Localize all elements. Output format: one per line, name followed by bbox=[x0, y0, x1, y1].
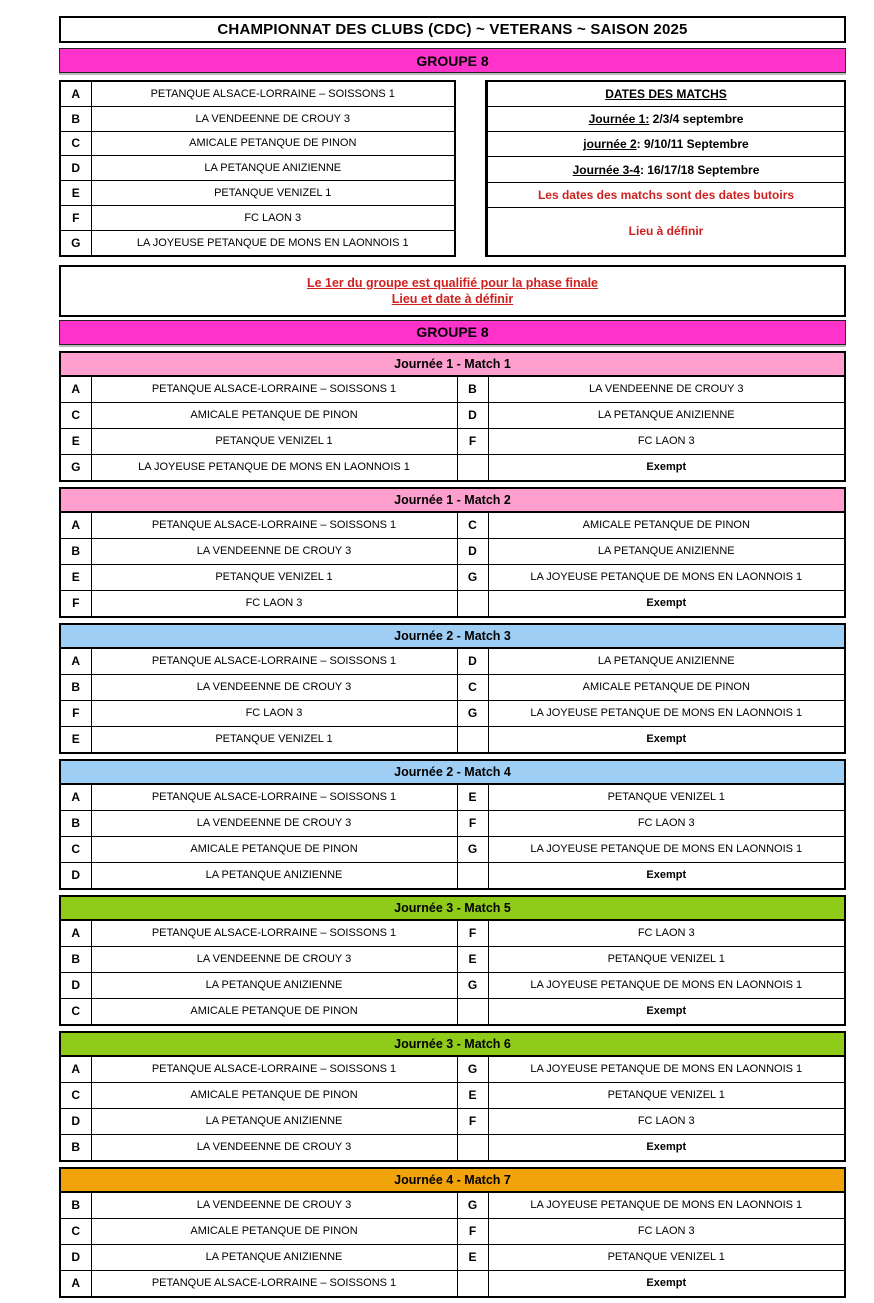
right-team: LA VENDEENNE DE CROUY 3 bbox=[488, 376, 845, 403]
right-letter: C bbox=[457, 512, 488, 539]
match-row bbox=[60, 1082, 845, 1108]
date-label: journée 2 bbox=[583, 137, 637, 152]
match-row bbox=[60, 1134, 845, 1161]
left-letter: B bbox=[60, 1192, 91, 1219]
match-table-7 bbox=[59, 1167, 846, 1298]
right-team: LA JOYEUSE PETANQUE DE MONS EN LAONNOIS 1 bbox=[488, 1192, 845, 1219]
deadline-note: Les dates des matchs sont des dates butoirs bbox=[487, 182, 846, 207]
left-team: AMICALE PETANQUE DE PINON bbox=[91, 836, 457, 862]
teams-table bbox=[59, 80, 456, 257]
right-team: PETANQUE VENIZEL 1 bbox=[488, 784, 845, 811]
left-team: PETANQUE ALSACE-LORRAINE – SOISSONS 1 bbox=[91, 648, 457, 675]
match-header: Journée 3 - Match 6 bbox=[60, 1032, 845, 1056]
match-row bbox=[60, 648, 845, 675]
right-team: LA JOYEUSE PETANQUE DE MONS EN LAONNOIS 1 bbox=[488, 836, 845, 862]
left-team: PETANQUE VENIZEL 1 bbox=[91, 564, 457, 590]
exempt-cell: Exempt bbox=[488, 862, 845, 889]
right-letter: E bbox=[457, 784, 488, 811]
left-letter: A bbox=[60, 1056, 91, 1083]
match-row bbox=[60, 512, 845, 539]
right-team: PETANQUE VENIZEL 1 bbox=[488, 1244, 845, 1270]
left-team: PETANQUE ALSACE-LORRAINE – SOISSONS 1 bbox=[91, 512, 457, 539]
team-letter: E bbox=[60, 181, 91, 206]
table-row bbox=[60, 488, 845, 512]
left-team: LA PETANQUE ANIZIENNE bbox=[91, 862, 457, 889]
right-letter: E bbox=[457, 1082, 488, 1108]
page-title: CHAMPIONNAT DES CLUBS (CDC) ~ VETERANS ~ SAISON 2025 bbox=[59, 16, 846, 43]
match-row bbox=[60, 784, 845, 811]
left-letter: B bbox=[60, 674, 91, 700]
right-letter bbox=[457, 862, 488, 889]
table-row bbox=[487, 182, 846, 207]
exempt-cell: Exempt bbox=[488, 726, 845, 753]
exempt-cell: Exempt bbox=[488, 590, 845, 617]
match-row bbox=[60, 590, 845, 617]
right-letter bbox=[457, 590, 488, 617]
left-team: LA VENDEENNE DE CROUY 3 bbox=[91, 1134, 457, 1161]
qualification-box bbox=[59, 265, 846, 317]
left-team: FC LAON 3 bbox=[91, 700, 457, 726]
left-letter: B bbox=[60, 946, 91, 972]
date-label: Journée 3-4 bbox=[572, 162, 640, 177]
right-team: FC LAON 3 bbox=[488, 1108, 845, 1134]
dates-header bbox=[487, 81, 846, 107]
right-letter: F bbox=[457, 1218, 488, 1244]
exempt-cell: Exempt bbox=[488, 998, 845, 1025]
match-table-4 bbox=[59, 759, 846, 890]
right-letter: F bbox=[457, 1108, 488, 1134]
left-team: LA VENDEENNE DE CROUY 3 bbox=[91, 810, 457, 836]
date-value: : 16/17/18 Septembre bbox=[639, 162, 760, 177]
right-letter: G bbox=[457, 564, 488, 590]
right-team: LA PETANQUE ANIZIENNE bbox=[488, 538, 845, 564]
left-letter: E bbox=[60, 564, 91, 590]
team-letter: F bbox=[60, 205, 91, 230]
match-row bbox=[60, 810, 845, 836]
right-letter: E bbox=[457, 946, 488, 972]
right-letter bbox=[457, 454, 488, 481]
right-letter bbox=[457, 1270, 488, 1297]
match-row bbox=[60, 1108, 845, 1134]
left-letter: D bbox=[60, 862, 91, 889]
qualification-line-1: Le 1er du groupe est qualifié pour la phase finale bbox=[306, 275, 599, 290]
right-letter: F bbox=[457, 920, 488, 947]
left-team: LA JOYEUSE PETANQUE DE MONS EN LAONNOIS 1 bbox=[91, 454, 457, 481]
match-row bbox=[60, 376, 845, 403]
left-letter: A bbox=[60, 1270, 91, 1297]
left-letter: C bbox=[60, 1218, 91, 1244]
left-letter: F bbox=[60, 700, 91, 726]
right-letter: G bbox=[457, 1056, 488, 1083]
left-letter: D bbox=[60, 1108, 91, 1134]
left-letter: A bbox=[60, 648, 91, 675]
left-team: LA VENDEENNE DE CROUY 3 bbox=[91, 1192, 457, 1219]
team-letter: G bbox=[60, 230, 91, 255]
match-row bbox=[60, 836, 845, 862]
right-letter bbox=[457, 998, 488, 1025]
left-letter: B bbox=[60, 1134, 91, 1161]
match-row bbox=[60, 1056, 845, 1083]
match-row bbox=[60, 862, 845, 889]
match-header: Journée 1 - Match 2 bbox=[60, 488, 845, 512]
match-table-3 bbox=[59, 623, 846, 754]
left-team: LA PETANQUE ANIZIENNE bbox=[91, 1244, 457, 1270]
match-row bbox=[60, 998, 845, 1025]
right-team: FC LAON 3 bbox=[488, 428, 845, 454]
right-letter bbox=[457, 726, 488, 753]
group-header-top: GROUPE 8 bbox=[59, 48, 846, 73]
dates-header-text: DATES DES MATCHS bbox=[605, 87, 727, 102]
right-letter: D bbox=[457, 402, 488, 428]
right-letter: G bbox=[457, 1192, 488, 1219]
right-letter: B bbox=[457, 376, 488, 403]
left-letter: B bbox=[60, 810, 91, 836]
match-header: Journée 2 - Match 3 bbox=[60, 624, 845, 648]
left-letter: D bbox=[60, 1244, 91, 1270]
left-team: PETANQUE ALSACE-LORRAINE – SOISSONS 1 bbox=[91, 1270, 457, 1297]
table-row bbox=[60, 181, 455, 206]
right-letter bbox=[457, 1134, 488, 1161]
right-team: LA JOYEUSE PETANQUE DE MONS EN LAONNOIS 1 bbox=[488, 972, 845, 998]
left-team: LA PETANQUE ANIZIENNE bbox=[91, 972, 457, 998]
right-team: LA JOYEUSE PETANQUE DE MONS EN LAONNOIS 1 bbox=[488, 1056, 845, 1083]
left-team: PETANQUE ALSACE-LORRAINE – SOISSONS 1 bbox=[91, 784, 457, 811]
left-team: LA VENDEENNE DE CROUY 3 bbox=[91, 946, 457, 972]
table-row bbox=[60, 760, 845, 784]
left-letter: D bbox=[60, 972, 91, 998]
venue-note: Lieu à définir bbox=[487, 207, 846, 255]
match-row bbox=[60, 1270, 845, 1297]
left-letter: C bbox=[60, 836, 91, 862]
left-letter: A bbox=[60, 784, 91, 811]
exempt-cell: Exempt bbox=[488, 454, 845, 481]
match-table-6 bbox=[59, 1031, 846, 1162]
match-table-1 bbox=[59, 351, 846, 482]
table-row bbox=[60, 624, 845, 648]
page-content bbox=[59, 16, 846, 1303]
left-team: LA PETANQUE ANIZIENNE bbox=[91, 1108, 457, 1134]
match-table-5 bbox=[59, 895, 846, 1026]
left-letter: C bbox=[60, 1082, 91, 1108]
right-letter: G bbox=[457, 836, 488, 862]
match-header: Journée 4 - Match 7 bbox=[60, 1168, 845, 1192]
left-team: FC LAON 3 bbox=[91, 590, 457, 617]
left-team: PETANQUE ALSACE-LORRAINE – SOISSONS 1 bbox=[91, 920, 457, 947]
date-row-1 bbox=[487, 107, 846, 132]
exempt-cell: Exempt bbox=[488, 1134, 845, 1161]
right-team: LA JOYEUSE PETANQUE DE MONS EN LAONNOIS 1 bbox=[488, 700, 845, 726]
left-letter: A bbox=[60, 920, 91, 947]
team-name: LA JOYEUSE PETANQUE DE MONS EN LAONNOIS 1 bbox=[91, 230, 455, 255]
exempt-cell: Exempt bbox=[488, 1270, 845, 1297]
team-name: FC LAON 3 bbox=[91, 205, 455, 230]
date-value: : 9/10/11 Septembre bbox=[636, 137, 749, 152]
match-row bbox=[60, 946, 845, 972]
table-row bbox=[60, 352, 845, 376]
left-letter: A bbox=[60, 376, 91, 403]
match-row bbox=[60, 538, 845, 564]
table-row bbox=[487, 157, 846, 182]
date-row-3 bbox=[487, 157, 846, 182]
right-team: AMICALE PETANQUE DE PINON bbox=[488, 674, 845, 700]
left-team: LA VENDEENNE DE CROUY 3 bbox=[91, 674, 457, 700]
right-letter: E bbox=[457, 1244, 488, 1270]
right-letter: D bbox=[457, 538, 488, 564]
right-team: PETANQUE VENIZEL 1 bbox=[488, 1082, 845, 1108]
dates-table bbox=[485, 80, 846, 257]
table-row bbox=[60, 156, 455, 181]
match-row bbox=[60, 564, 845, 590]
right-team: FC LAON 3 bbox=[488, 810, 845, 836]
right-letter: F bbox=[457, 810, 488, 836]
right-team: AMICALE PETANQUE DE PINON bbox=[488, 512, 845, 539]
table-row bbox=[487, 81, 846, 107]
left-team: LA VENDEENNE DE CROUY 3 bbox=[91, 538, 457, 564]
table-row bbox=[60, 81, 455, 106]
right-letter: G bbox=[457, 700, 488, 726]
team-name: LA VENDEENNE DE CROUY 3 bbox=[91, 106, 455, 131]
date-label: Journée 1: bbox=[588, 112, 650, 127]
left-letter: F bbox=[60, 590, 91, 617]
left-team: PETANQUE ALSACE-LORRAINE – SOISSONS 1 bbox=[91, 376, 457, 403]
left-letter: E bbox=[60, 726, 91, 753]
left-team: AMICALE PETANQUE DE PINON bbox=[91, 1082, 457, 1108]
team-letter: C bbox=[60, 131, 91, 156]
date-value: 2/3/4 septembre bbox=[649, 112, 744, 127]
right-team: FC LAON 3 bbox=[488, 1218, 845, 1244]
team-name: PETANQUE VENIZEL 1 bbox=[91, 181, 455, 206]
qualification-line-2: Lieu et date à définir bbox=[391, 291, 514, 306]
match-row bbox=[60, 1192, 845, 1219]
left-letter: B bbox=[60, 538, 91, 564]
table-row bbox=[60, 230, 455, 255]
left-team: AMICALE PETANQUE DE PINON bbox=[91, 998, 457, 1025]
team-name: LA PETANQUE ANIZIENNE bbox=[91, 156, 455, 181]
match-row bbox=[60, 454, 845, 481]
match-row bbox=[60, 674, 845, 700]
top-section bbox=[59, 80, 846, 257]
right-team: PETANQUE VENIZEL 1 bbox=[488, 946, 845, 972]
team-name: PETANQUE ALSACE-LORRAINE – SOISSONS 1 bbox=[91, 81, 455, 106]
match-row bbox=[60, 402, 845, 428]
team-letter: B bbox=[60, 106, 91, 131]
match-row bbox=[60, 972, 845, 998]
match-row bbox=[60, 726, 845, 753]
team-name: AMICALE PETANQUE DE PINON bbox=[91, 131, 455, 156]
match-row bbox=[60, 1244, 845, 1270]
match-header: Journée 3 - Match 5 bbox=[60, 896, 845, 920]
left-letter: A bbox=[60, 512, 91, 539]
right-team: LA PETANQUE ANIZIENNE bbox=[488, 402, 845, 428]
right-team: LA PETANQUE ANIZIENNE bbox=[488, 648, 845, 675]
team-letter: A bbox=[60, 81, 91, 106]
right-letter: D bbox=[457, 648, 488, 675]
match-row bbox=[60, 700, 845, 726]
left-letter: G bbox=[60, 454, 91, 481]
match-header: Journée 1 - Match 1 bbox=[60, 352, 845, 376]
table-row bbox=[60, 131, 455, 156]
left-team: PETANQUE VENIZEL 1 bbox=[91, 726, 457, 753]
left-team: PETANQUE ALSACE-LORRAINE – SOISSONS 1 bbox=[91, 1056, 457, 1083]
left-letter: C bbox=[60, 998, 91, 1025]
match-table-2 bbox=[59, 487, 846, 618]
match-header: Journée 2 - Match 4 bbox=[60, 760, 845, 784]
table-row bbox=[487, 207, 846, 255]
group-header-bottom: GROUPE 8 bbox=[59, 320, 846, 345]
right-team: FC LAON 3 bbox=[488, 920, 845, 947]
left-team: AMICALE PETANQUE DE PINON bbox=[91, 402, 457, 428]
right-letter: C bbox=[457, 674, 488, 700]
right-letter: G bbox=[457, 972, 488, 998]
table-row bbox=[60, 205, 455, 230]
match-row bbox=[60, 428, 845, 454]
team-letter: D bbox=[60, 156, 91, 181]
table-row bbox=[487, 107, 846, 132]
left-letter: C bbox=[60, 402, 91, 428]
table-row bbox=[60, 1032, 845, 1056]
left-team: PETANQUE VENIZEL 1 bbox=[91, 428, 457, 454]
left-team: AMICALE PETANQUE DE PINON bbox=[91, 1218, 457, 1244]
match-row bbox=[60, 1218, 845, 1244]
right-team: LA JOYEUSE PETANQUE DE MONS EN LAONNOIS 1 bbox=[488, 564, 845, 590]
date-row-2 bbox=[487, 132, 846, 157]
table-row bbox=[60, 1168, 845, 1192]
table-row bbox=[60, 106, 455, 131]
right-letter: F bbox=[457, 428, 488, 454]
left-letter: E bbox=[60, 428, 91, 454]
table-row bbox=[487, 132, 846, 157]
table-row bbox=[60, 896, 845, 920]
match-row bbox=[60, 920, 845, 947]
